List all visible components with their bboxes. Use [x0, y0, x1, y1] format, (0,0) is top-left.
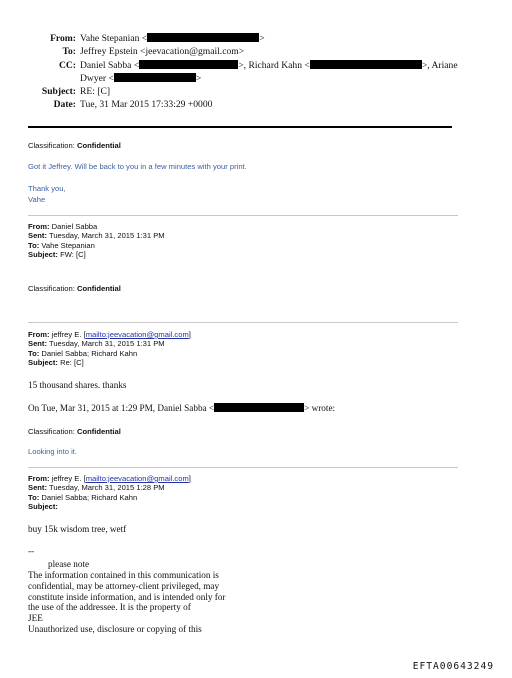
subject-value: FW: [C]	[60, 250, 86, 260]
disclaimer-line: the use of the addressee. It is the property of	[28, 602, 191, 613]
redaction-box	[310, 60, 422, 69]
classification-label: Classification:	[28, 284, 75, 293]
subject-label: Subject:	[28, 502, 58, 512]
subject-value: Re: [C]	[60, 358, 84, 368]
closing: Thank you,	[28, 184, 66, 193]
date-label: Date:	[53, 99, 76, 111]
subject-label: Subject:	[28, 358, 58, 368]
to-value: Jeffrey Epstein <jeevacation@gmail.com>	[80, 46, 245, 58]
signature: Vahe	[28, 195, 46, 204]
sent-label: Sent:	[28, 339, 47, 349]
cc-part3: >, Ariane	[421, 59, 458, 71]
email-link[interactable]: mailto:jeevacation@gmail.com	[85, 474, 189, 483]
sent-value: Tuesday, March 31, 2015 1:31 PM	[48, 339, 165, 349]
classification-line	[28, 284, 121, 293]
from-label: From:	[28, 222, 50, 231]
from-label: From:	[28, 330, 50, 339]
forward-header	[28, 222, 165, 260]
disclaimer-line: confidential, may be attorney-client privileged, may	[28, 580, 220, 591]
sent-label: Sent:	[28, 483, 47, 493]
sent-value: Tuesday, March 31, 2015 1:31 PM	[48, 231, 165, 241]
header-to-row	[0, 45, 512, 58]
from-tail: ]	[188, 330, 191, 339]
sent-value: Tuesday, March 31, 2015 1:28 PM	[48, 483, 165, 493]
message-divider	[28, 322, 458, 323]
subject-label: Subject:	[41, 86, 76, 98]
to-value: Daniel Sabba; Richard Kahn	[41, 348, 138, 358]
to-value: Daniel Sabba; Richard Kahn	[41, 492, 138, 502]
classification-label: Classification:	[28, 427, 75, 436]
message-divider	[28, 215, 458, 216]
redaction-box	[214, 403, 304, 412]
cc-label: CC:	[58, 59, 76, 71]
message-divider	[28, 467, 458, 468]
from-value: Vahe Stepanian <	[80, 33, 148, 44]
classification-label: Classification:	[28, 141, 75, 150]
disclaimer-line: Unauthorized use, disclosure or copying of this	[28, 623, 202, 634]
quote-intro-line	[28, 403, 335, 414]
header-cc-row	[0, 59, 512, 72]
from-tail: ]	[188, 474, 191, 483]
disclaimer-line: constitute inside information, and is intended only for	[28, 591, 226, 602]
message-body: buy 15k wisdom tree, wetf	[28, 524, 127, 534]
to-label: To:	[62, 46, 76, 58]
from-label: From:	[50, 33, 76, 44]
header-from-row	[0, 32, 512, 45]
cc-part2: >, Richard Kahn <	[238, 59, 310, 71]
quote-intro: On Tue, Mar 31, 2015 at 1:29 PM, Daniel Sabba <	[28, 403, 215, 413]
cc-part1: Daniel Sabba <	[80, 59, 140, 71]
original-header	[28, 474, 191, 512]
date-value: Tue, 31 Mar 2015 17:33:29 +0000	[80, 99, 213, 111]
to-value: Vahe Stepanian	[41, 240, 95, 250]
disclaimer-line: JEE	[28, 613, 43, 624]
classification-value: Confidential	[76, 141, 121, 150]
disclaimer	[28, 570, 226, 635]
from-value: jeffrey E. [	[51, 330, 86, 339]
message-body: 15 thousand shares. thanks	[28, 380, 127, 390]
bates-number: EFTA00643249	[412, 661, 494, 672]
subject-value: RE: [C]	[80, 86, 111, 98]
signature-dash: --	[28, 546, 35, 556]
to-label: To:	[28, 240, 40, 250]
to-label: To:	[28, 492, 40, 502]
from-label: From:	[28, 474, 50, 483]
header-subject-row	[0, 85, 512, 98]
header-date-row	[0, 98, 512, 111]
from-tail: >	[259, 33, 265, 44]
header-cc-row-2	[0, 72, 512, 85]
classification-line	[28, 427, 121, 436]
sent-label: Sent:	[28, 231, 47, 241]
disclaimer-line: The information contained in this communication is	[28, 570, 219, 580]
redaction-box	[147, 33, 259, 42]
reply-text: Looking into it.	[28, 447, 77, 456]
redaction-box	[139, 60, 238, 69]
quote-tail: > wrote:	[304, 403, 336, 413]
message-body: Got it Jeffrey. Will be back to you in a few minutes with your print.	[28, 162, 247, 171]
header-divider	[28, 126, 452, 128]
email-link[interactable]: mailto:jeevacation@gmail.com	[85, 330, 189, 339]
redaction-box	[114, 73, 196, 82]
classification-line	[28, 141, 121, 150]
reply-header	[28, 330, 191, 368]
cc-line2: Dwyer <	[80, 72, 114, 84]
subject-label: Subject:	[28, 250, 58, 260]
email-header	[0, 32, 512, 112]
from-value: Daniel Sabba	[51, 222, 98, 231]
classification-value: Confidential	[76, 427, 121, 436]
from-value: jeffrey E. [	[51, 474, 86, 483]
cc-tail: >	[195, 72, 202, 84]
note-title: please note	[48, 559, 90, 569]
to-label: To:	[28, 348, 40, 358]
classification-value: Confidential	[76, 284, 121, 293]
